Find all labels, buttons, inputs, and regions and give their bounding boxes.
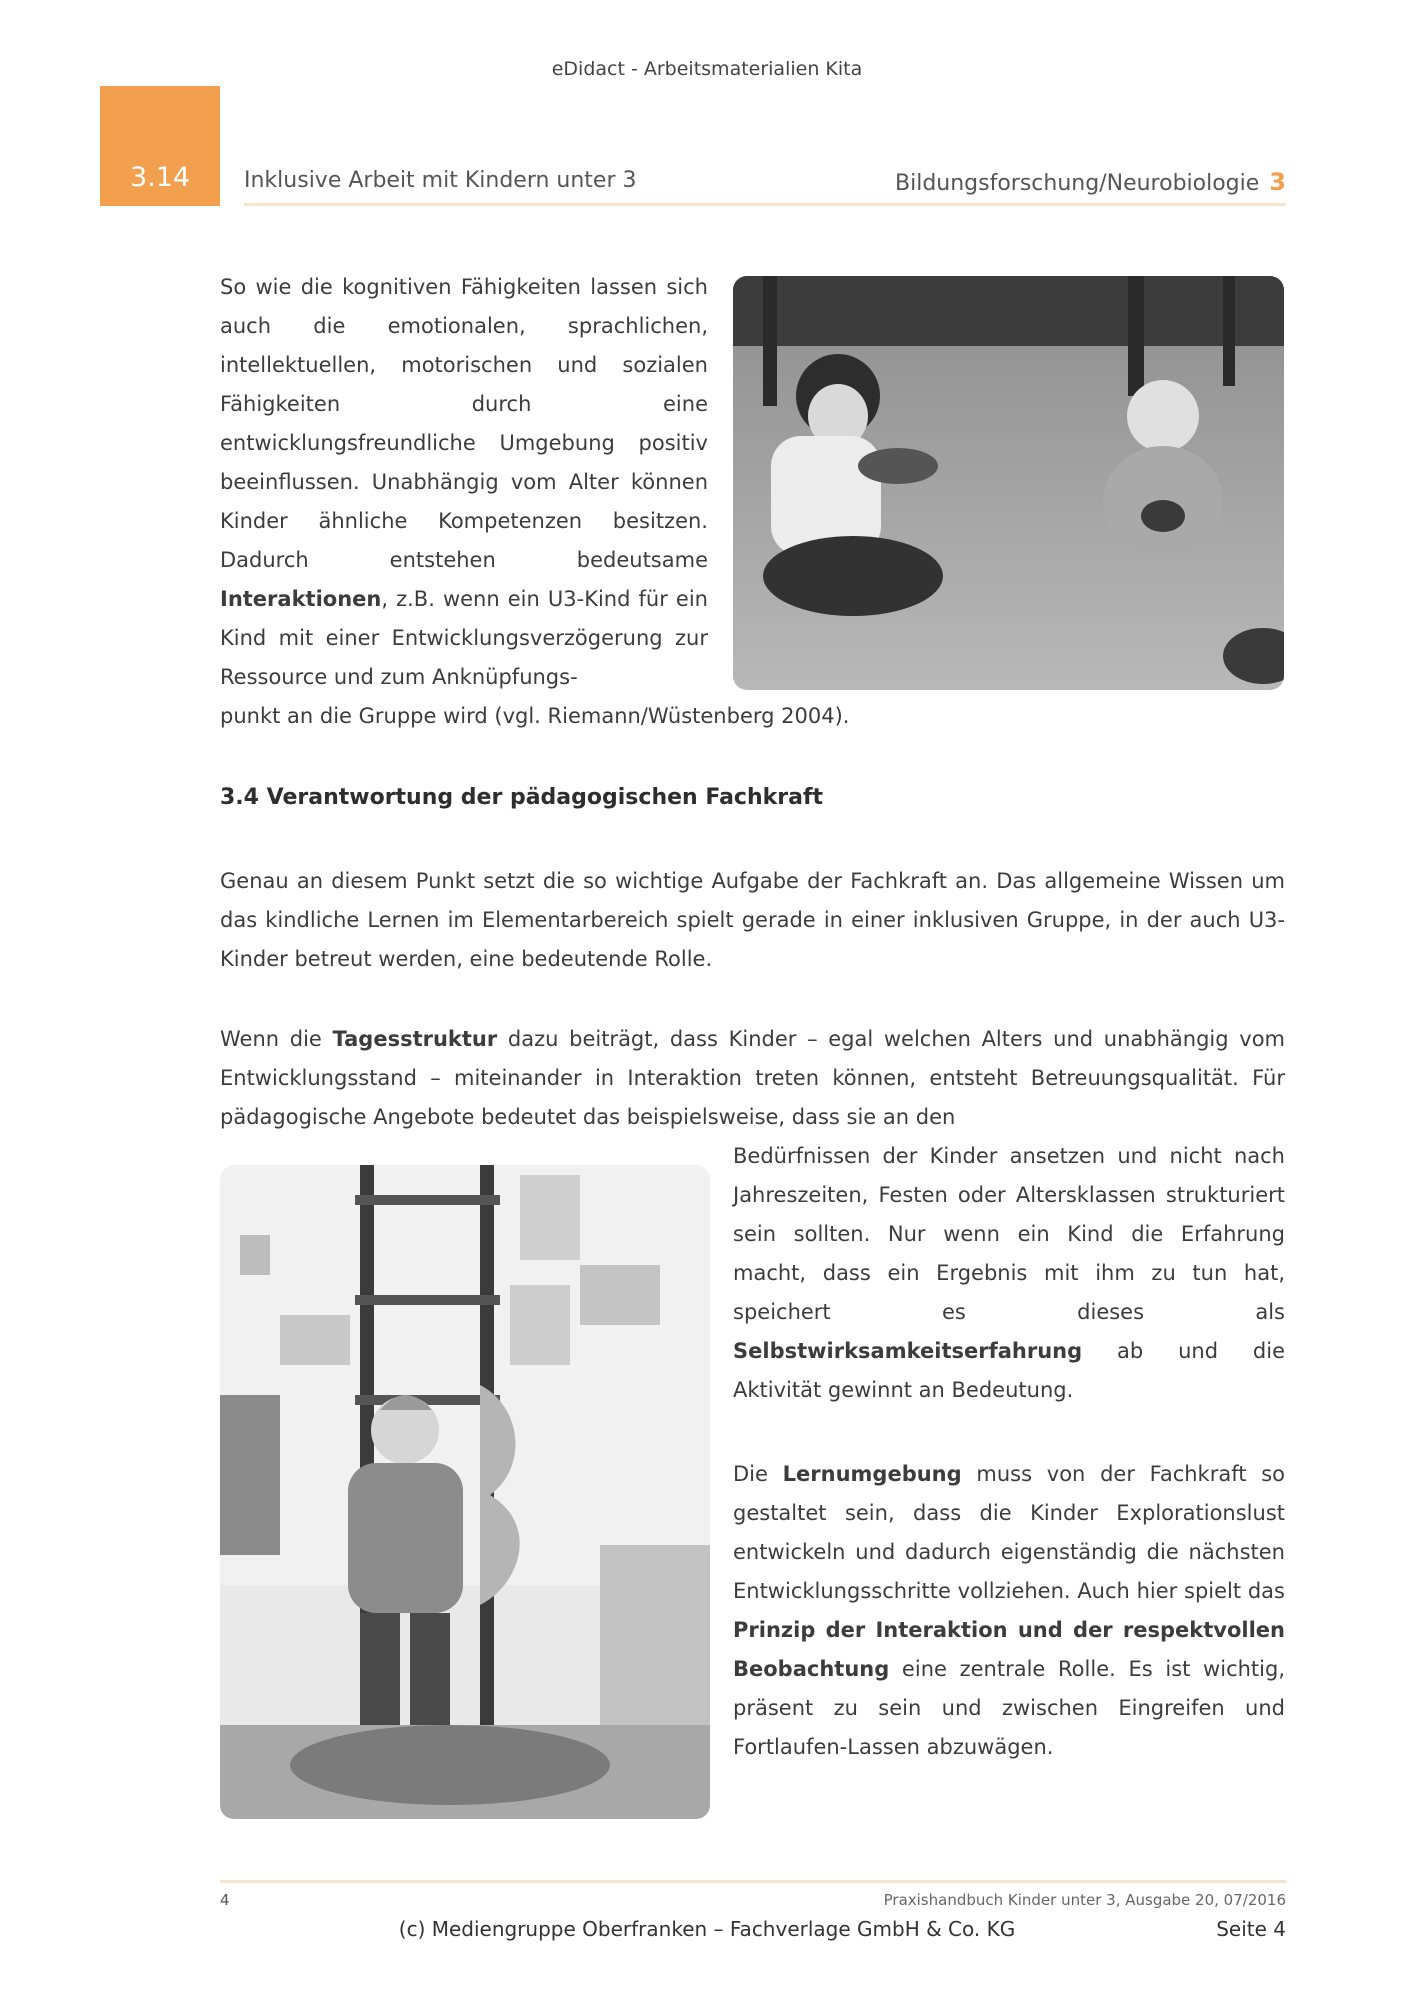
footer-copyright: (c) Mediengruppe Oberfranken – Fachverlage GmbH & Co. KG	[398, 1917, 1016, 1941]
intro-text-1: So wie die kognitiven Fähigkeiten lassen sich auch die emotionalen, sprachlichen, intellektuellen, motorischen und sozialen Fähigkeiten durch eine entwicklungsfreundliche Umgebung positiv beeinflussen. Unabhängig vom Alter können Kinder ähnliche Kompetenzen besitzen. Dadurch entstehen bedeutsame	[220, 275, 708, 572]
footer-page-label: Seite 4	[1216, 1917, 1286, 1941]
daily-cont-text-1: Bedürfnissen der Kinder ansetzen und nicht nach Jahreszeiten, Festen oder Altersklassen strukturiert sein sollten. Nur wenn ein Kind die Erfahrung macht, dass ein Ergebnis mit ihm zu tun hat, speichert es dieses als	[733, 1144, 1285, 1324]
photo-children-sandbox	[733, 276, 1284, 690]
paragraph-daily-structure	[220, 1020, 1285, 1137]
daily-text-1: Wenn die	[220, 1027, 333, 1051]
header-divider	[244, 203, 1286, 206]
section-heading: 3.4 Verantwortung der pädagogischen Fachkraft	[220, 785, 824, 810]
env-text-1: Die	[733, 1462, 783, 1486]
daily-bold-term: Tagesstruktur	[332, 1027, 498, 1051]
footer-page-number: 4	[220, 1891, 230, 1909]
intro-paragraph	[220, 268, 708, 697]
daily-text-2: dazu beiträgt, dass Kinder – egal welchen Alters und unabhängig vom Entwicklungsstand – miteinander in Interaktion treten können, entsteht Betreuungsqualität. Für pädagogische Angebote bedeutet das beispielsweise, dass sie an den	[220, 1027, 1285, 1129]
intro-text-2: , z.B. wenn ein U3-Kind für ein Kind mit einer Entwicklungsverzögerung zur Ressource und zum Anknüpfungs-	[220, 587, 708, 689]
document-source-line: eDidact - Arbeitsmaterialien Kita	[551, 58, 863, 80]
footer-publication: Praxishandbuch Kinder unter 3, Ausgabe 20, 07/2016	[883, 1891, 1286, 1909]
paragraph-role-of-educator: Genau an diesem Punkt setzt die so wichtige Aufgabe der Fachkraft an. Das allgemeine Wissen um das kindliche Lernen im Elementarbereich spielt gerade in einer inklusiven Gruppe, in der auch U3-Kinder betreut werden, eine bedeutende Rolle.	[220, 869, 1285, 971]
footer-divider	[220, 1880, 1286, 1883]
intro-paragraph-last-line: punkt an die Gruppe wird (vgl. Riemann/Wüstenberg 2004).	[220, 704, 850, 728]
paragraph-daily-structure-cont	[733, 1137, 1285, 1410]
learning-environment-bold-term: Lernumgebung	[782, 1462, 962, 1486]
paragraph-learning-environment	[733, 1455, 1285, 1767]
photo-child-with-shelf	[220, 1165, 710, 1819]
interaction-principle-bold-term: Prinzip der Interaktion und der respektvollen Beobachtung	[733, 1618, 1285, 1681]
running-header-title: Inklusive Arbeit mit Kindern unter 3	[244, 168, 637, 193]
intro-bold-term: Interaktionen	[220, 587, 382, 611]
section-name: Bildungsforschung/Neurobiologie	[895, 171, 1260, 196]
env-text-2: muss von der Fachkraft so gestaltet sein, dass die Kinder Explorationslust entwickeln und dadurch eigenständig die nächsten Entwicklungsschritte vollziehen. Auch hier spielt das	[733, 1462, 1285, 1603]
section-number: 3	[1269, 168, 1286, 196]
daily-cont-text-2: ab und die Aktivität gewinnt an Bedeutung.	[733, 1339, 1285, 1402]
running-header-section	[895, 168, 1286, 196]
self-efficacy-bold-term: Selbstwirksamkeitserfahrung	[733, 1339, 1083, 1363]
chapter-number-badge: 3.14	[100, 86, 220, 206]
env-text-3: eine zentrale Rolle. Es ist wichtig, präsent zu sein und zwischen Eingreifen und Fortlaufen-Lassen abzuwägen.	[733, 1657, 1285, 1759]
